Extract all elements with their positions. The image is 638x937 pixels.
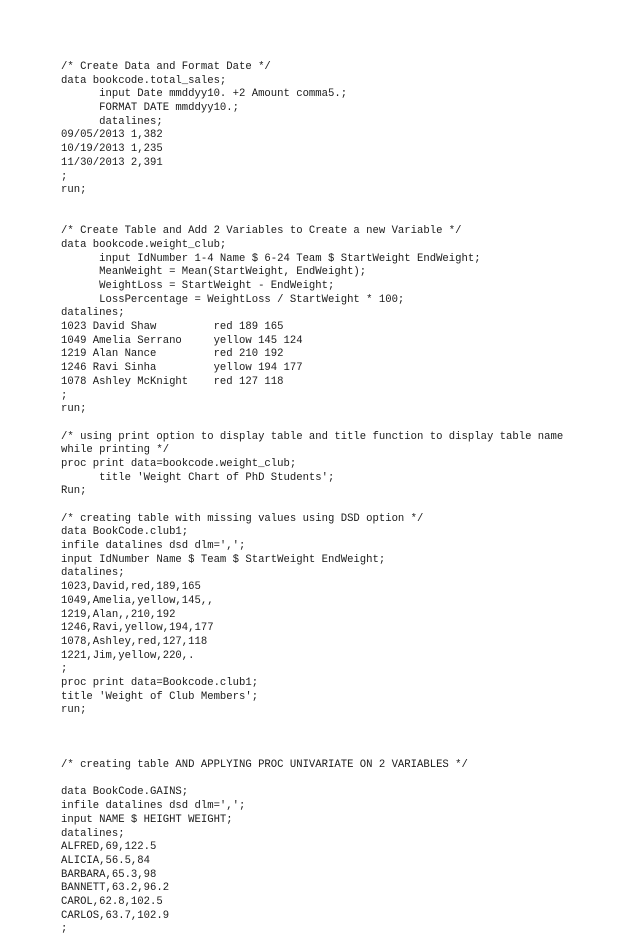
- sas-code-listing: [61, 61, 621, 937]
- code-line: ;: [61, 170, 68, 183]
- code-line: 09/05/2013 1,382: [61, 129, 163, 142]
- code-line: input Date mmddyy10. +2 Amount comma5.;: [61, 88, 348, 101]
- code-line: 10/19/2013 1,235: [61, 143, 163, 156]
- code-line: while printing */: [61, 444, 170, 457]
- code-line: WeightLoss = StartWeight - EndWeight;: [61, 280, 335, 292]
- code-line: run;: [61, 184, 87, 197]
- code-line: proc print data=bookcode.weight_club;: [61, 457, 297, 470]
- code-line: BANNETT,63.2,96.2: [61, 882, 170, 895]
- code-line: data BookCode.GAINS;: [61, 786, 189, 799]
- code-line: run;: [61, 403, 87, 416]
- code-line: MeanWeight = Mean(StartWeight, EndWeight);: [61, 266, 367, 279]
- code-line: 1246 Ravi Sinha yellow 194 177: [61, 362, 303, 375]
- code-line: datalines;: [61, 567, 125, 580]
- code-line: /* Create Data and Format Date */: [61, 61, 271, 73]
- code-line: Run;: [61, 485, 87, 498]
- code-line: title 'Weight Chart of PhD Students';: [61, 471, 335, 484]
- code-line: [61, 718, 621, 732]
- code-line: /* Create Table and Add 2 Variables to Create a new Variable */: [61, 225, 462, 238]
- code-line: ;: [61, 663, 68, 676]
- code-line: [61, 732, 621, 746]
- code-line: CARLOS,63.7,102.9: [61, 909, 170, 922]
- code-line: 1078,Ashley,red,127,118: [61, 635, 208, 648]
- code-line: 11/30/2013 2,391: [61, 156, 163, 169]
- code-line: 1023,David,red,189,165: [61, 581, 201, 594]
- code-line: input IdNumber 1-4 Name $ 6-24 Team $ StartWeight EndWeight;: [61, 252, 481, 265]
- code-line: input NAME $ HEIGHT WEIGHT;: [61, 813, 233, 826]
- code-line: infile datalines dsd dlm=',';: [61, 540, 246, 553]
- code-line: /* using print option to display table and title function to display table name: [61, 430, 564, 443]
- code-line: datalines;: [61, 307, 125, 320]
- code-line: 1049 Amelia Serrano yellow 145 124: [61, 334, 303, 347]
- code-line: BARBARA,65.3,98: [61, 868, 157, 881]
- code-line: LossPercentage = WeightLoss / StartWeight * 100;: [61, 293, 405, 306]
- code-line: [61, 417, 621, 431]
- code-line: proc print data=Bookcode.club1;: [61, 676, 259, 689]
- code-line: 1219 Alan Nance red 210 192: [61, 348, 284, 361]
- code-line: ALICIA,56.5,84: [61, 854, 151, 867]
- code-line: data bookcode.total_sales;: [61, 74, 227, 87]
- code-line: 1023 David Shaw red 189 165: [61, 321, 284, 334]
- code-line: [61, 212, 621, 226]
- code-line: 1219,Alan,,210,192: [61, 608, 176, 621]
- code-line: CAROL,62.8,102.5: [61, 895, 163, 908]
- code-line: [61, 499, 621, 513]
- code-line: ;: [61, 923, 68, 936]
- code-line: 1049,Amelia,yellow,145,,: [61, 594, 214, 607]
- code-line: [61, 745, 621, 759]
- code-line: title 'Weight of Club Members';: [61, 690, 259, 703]
- code-line: /* creating table with missing values using DSD option */: [61, 512, 424, 525]
- code-line: data BookCode.club1;: [61, 526, 189, 539]
- code-line: [61, 198, 621, 212]
- code-line: [61, 773, 621, 787]
- code-line: data bookcode.weight_club;: [61, 238, 227, 251]
- code-line: run;: [61, 704, 87, 717]
- code-line: 1078 Ashley McKnight red 127 118: [61, 375, 284, 388]
- code-line: /* creating table AND APPLYING PROC UNIVARIATE ON 2 VARIABLES */: [61, 759, 468, 772]
- code-line: input IdNumber Name $ Team $ StartWeight EndWeight;: [61, 553, 386, 566]
- code-line: datalines;: [61, 115, 163, 128]
- code-line: ALFRED,69,122.5: [61, 841, 157, 854]
- code-line: 1246,Ravi,yellow,194,177: [61, 622, 214, 635]
- code-line: FORMAT DATE mmddyy10.;: [61, 102, 240, 115]
- code-line: infile datalines dsd dlm=',';: [61, 800, 246, 813]
- code-line: 1221,Jim,yellow,220,.: [61, 649, 195, 662]
- code-line: ;: [61, 389, 68, 402]
- code-line: datalines;: [61, 827, 125, 840]
